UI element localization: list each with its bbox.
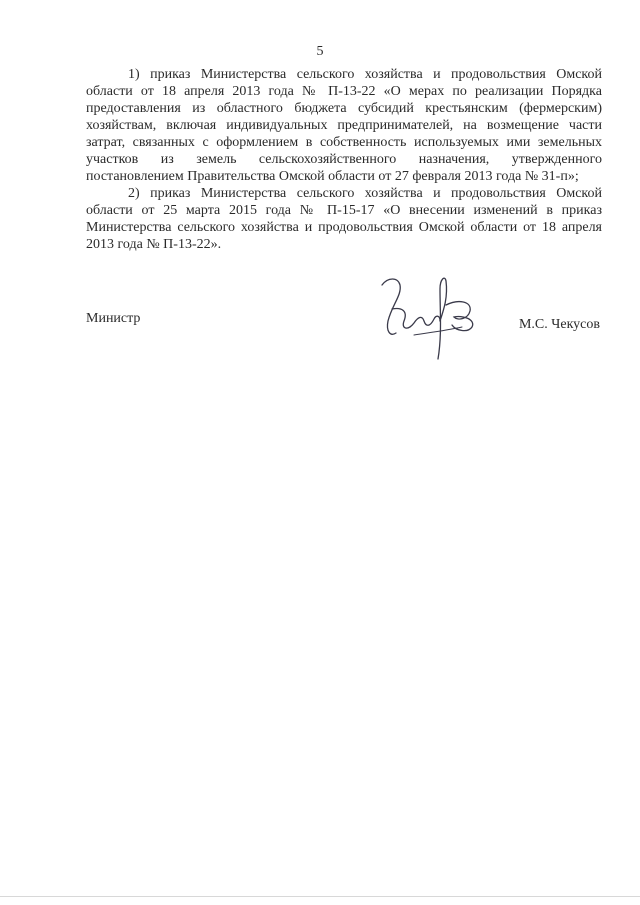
paragraph-2: 2) приказ Министерства сельского хозяйства и продовольствия Омской области от 25 марта 2015 года № П-15-17 «О внесении изменений в приказ Министерства сельского хозяйства и продовольствия Омской области от 18 апреля 2013 года № П-13-22». bbox=[86, 186, 602, 252]
paragraph-1: 1) приказ Министерства сельского хозяйства и продовольствия Омской области от 18 апреля 2013 года № П-13-22 «О мерах по реализации Порядка предоставления из областного бюджета субсидий крестьянским (фермерским) хозяйствам, включая индивидуальных предпринимателей, на возмещение части затрат, связанных с оформлением в собственность используемых ими земельных участков из земель сельскохозяйственного назначения, утвержденного постановлением Правительства Омской области от 27 февраля 2013 года № 31-п»; bbox=[86, 67, 602, 184]
signer-name: М.С. Чекусов bbox=[518, 317, 600, 332]
page-edge-line bbox=[0, 896, 640, 897]
signer-title: Министр bbox=[86, 311, 141, 326]
signature-block bbox=[86, 275, 602, 365]
document-body bbox=[86, 66, 602, 253]
page-number: 5 bbox=[316, 44, 324, 59]
handwritten-signature bbox=[374, 275, 484, 365]
